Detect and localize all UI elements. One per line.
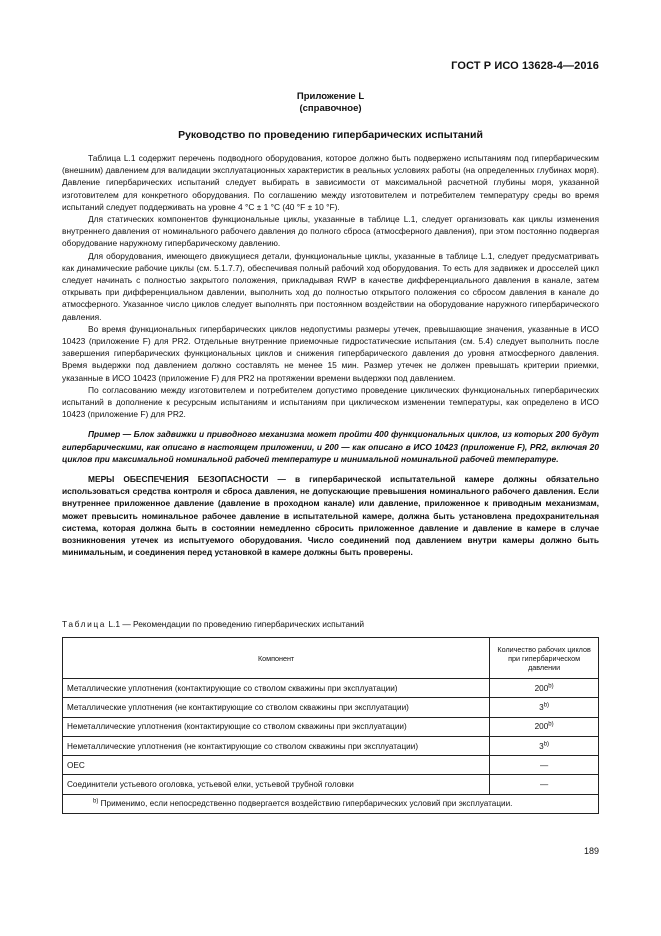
example-note: Пример — Блок задвижки и приводного механизма может пройти 400 функциональных циклов, из которых 200 будут гипербарическими, как описано в настоящем приложении, и 200 — как описано в ИСО 10423 (приложение F), PR2, включая 20 циклов при максимальной номинальной рабочей температуре и минимальной номинальной рабочей температуре. xyxy=(62,429,599,464)
recommendations-table xyxy=(62,637,599,814)
standard-header: ГОСТ Р ИСО 13628-4—2016 xyxy=(451,60,599,72)
paragraph-leakage: Во время функциональных гипербарических циклов недопустимы размеры утечек, превышающие значения, указанные в ИСО 10423 (приложение F) для PR2. Отдельные внутренние приемочные гидростатические испытания (см. 5.4) следует выполнить после завершения гипербарических функциональных циклов и снижения гипербарического давления до уровня атмосферного давления. Время выдержки под давлением должно составлять не менее 15 мин. Размер утечек не должен превышать критерии приемки, указанные в ИСО 10423 (приложение F) для PR2 на протяжении времени выдержки под давлением. xyxy=(62,323,599,383)
component-cell: Неметаллические уплотнения (не контактирующие со стволом скважины при эксплуатации) xyxy=(63,736,490,755)
table-row xyxy=(63,756,599,775)
table-row xyxy=(63,775,599,794)
table-row xyxy=(63,736,599,755)
safety-warning: МЕРЫ ОБЕСПЕЧЕНИЯ БЕЗОПАСНОСТИ — в гипербарической испытательной камере должны обязательно использоваться средства контроля и сброса давления, не допускающие превышения номинального рабочего давления. Если внутреннее приложенное давление (давление в проходном канале) или давление, приложенное к приводным механизмам, может превысить номинальное рабочее давление в испытательной камере, должна быть установлена предохранительная система, которая должна быть в состоянии немедленно сбросить приложенное давление и давление в камере в случае возникновения утечек из испытуемого оборудования. Число соединений под давлением внутри камеры должно быть минимальным, и соединения перед установкой в камере должны быть проверены. xyxy=(62,474,599,558)
table-row xyxy=(63,698,599,717)
page-number: 189 xyxy=(583,846,599,856)
table-caption-label: Таблица xyxy=(62,619,107,629)
appendix-label: Приложение L xyxy=(296,91,365,102)
paragraph-moving-parts: Для оборудования, имеющего движущиеся детали, функциональные циклы, указанные в таблице L.1, следует предусматривать как динамические рабочие циклы (см. 5.1.7.7), обеспечивая полный рабочий ход оборудования. То есть для задвижек и дросселей цикл следует начинать с полностью закрытого положения, прикладывая RWP в качестве дифференциального давления в канале, затем открывать при дифференциальном давлении, выполнить ход до полностью открытого положения со сбросом давления в канале до атмосферного. Указанное число циклов следует выполнять при постоянном воздействии на оборудование наружного гипербарического давления. xyxy=(62,250,599,322)
appendix-heading xyxy=(0,91,661,115)
cycles-cell: 3$^{b)}$ xyxy=(490,736,599,755)
column-header-component: Компонент xyxy=(63,638,490,679)
table-caption-text: L.1 — Рекомендации по проведению гипербарических испытаний xyxy=(108,619,365,629)
paragraph-static-components: Для статических компонентов функциональные циклы, указанные в таблице L.1, следует организовать как циклы изменения внутреннего давления от номинального рабочего давления до полного сброса (атмосферного давления), при этом постоянно подвергая оборудование наружному гипербарическому давлению. xyxy=(62,214,599,249)
component-cell: OEC xyxy=(63,756,490,775)
table-caption xyxy=(62,619,364,629)
table-row xyxy=(63,717,599,736)
table-header-row xyxy=(63,638,599,679)
table-footnote-row xyxy=(63,794,599,813)
component-cell: Металлические уплотнения (контактирующие со стволом скважины при эксплуатации) xyxy=(63,679,490,698)
cycles-cell: 200$^{b)}$ xyxy=(490,717,599,736)
cycles-cell: — xyxy=(490,775,599,794)
cycles-cell: 200$^{b)}$ xyxy=(490,679,599,698)
page-title: Руководство по проведению гипербарических испытаний xyxy=(178,129,483,141)
component-cell: Металлические уплотнения (не контактирующие со стволом скважины при эксплуатации) xyxy=(63,698,490,717)
component-cell: Неметаллические уплотнения (контактирующие со стволом скважины при эксплуатации) xyxy=(63,717,490,736)
appendix-kind: (справочное) xyxy=(299,103,362,114)
paragraph-agreement: По согласованию между изготовителем и потребителем допустимо проведение циклических функциональных гипербарических испытаний в дополнение к ресурсным испытаниям и испытаниям при циклическом изменении температуры, как определено в ИСО 10423 (приложение F) для PR2. xyxy=(62,384,599,420)
footnote-text: Применимо, если непосредственно подвергается воздействию гипербарических условий при эксплуатации. xyxy=(100,798,513,808)
table-footnote xyxy=(63,794,599,813)
body-text xyxy=(62,152,599,559)
paragraph-intro: Таблица L.1 содержит перечень подводного оборудования, которое должно быть подвержено испытаниям под гипербарическим (внешним) давлением для валидации эксплуатационных характеристик в реальных условиях работы (на определенных глубинах моря). Давление гипербарических испытаний следует выбирать в зависимости от максимальной расчетной глубины моря, указанной изготовителем для конкретного оборудования. По соглашению между изготовителем и потребителем температуру среды во время испытаний следует поддерживать на уровне 4 °С ± 1 °С (40 °F ± 10 °F). xyxy=(62,153,599,212)
cycles-cell: 3$^{b)}$ xyxy=(490,698,599,717)
footnote-mark: b) xyxy=(93,798,99,805)
cycles-cell: — xyxy=(490,756,599,775)
column-header-cycles: Количество рабочих циклов при гипербарическом давлении xyxy=(490,638,599,679)
component-cell: Соединители устьевого оголовка, устьевой елки, устьевой трубной головки xyxy=(63,775,490,794)
table-row xyxy=(63,679,599,698)
